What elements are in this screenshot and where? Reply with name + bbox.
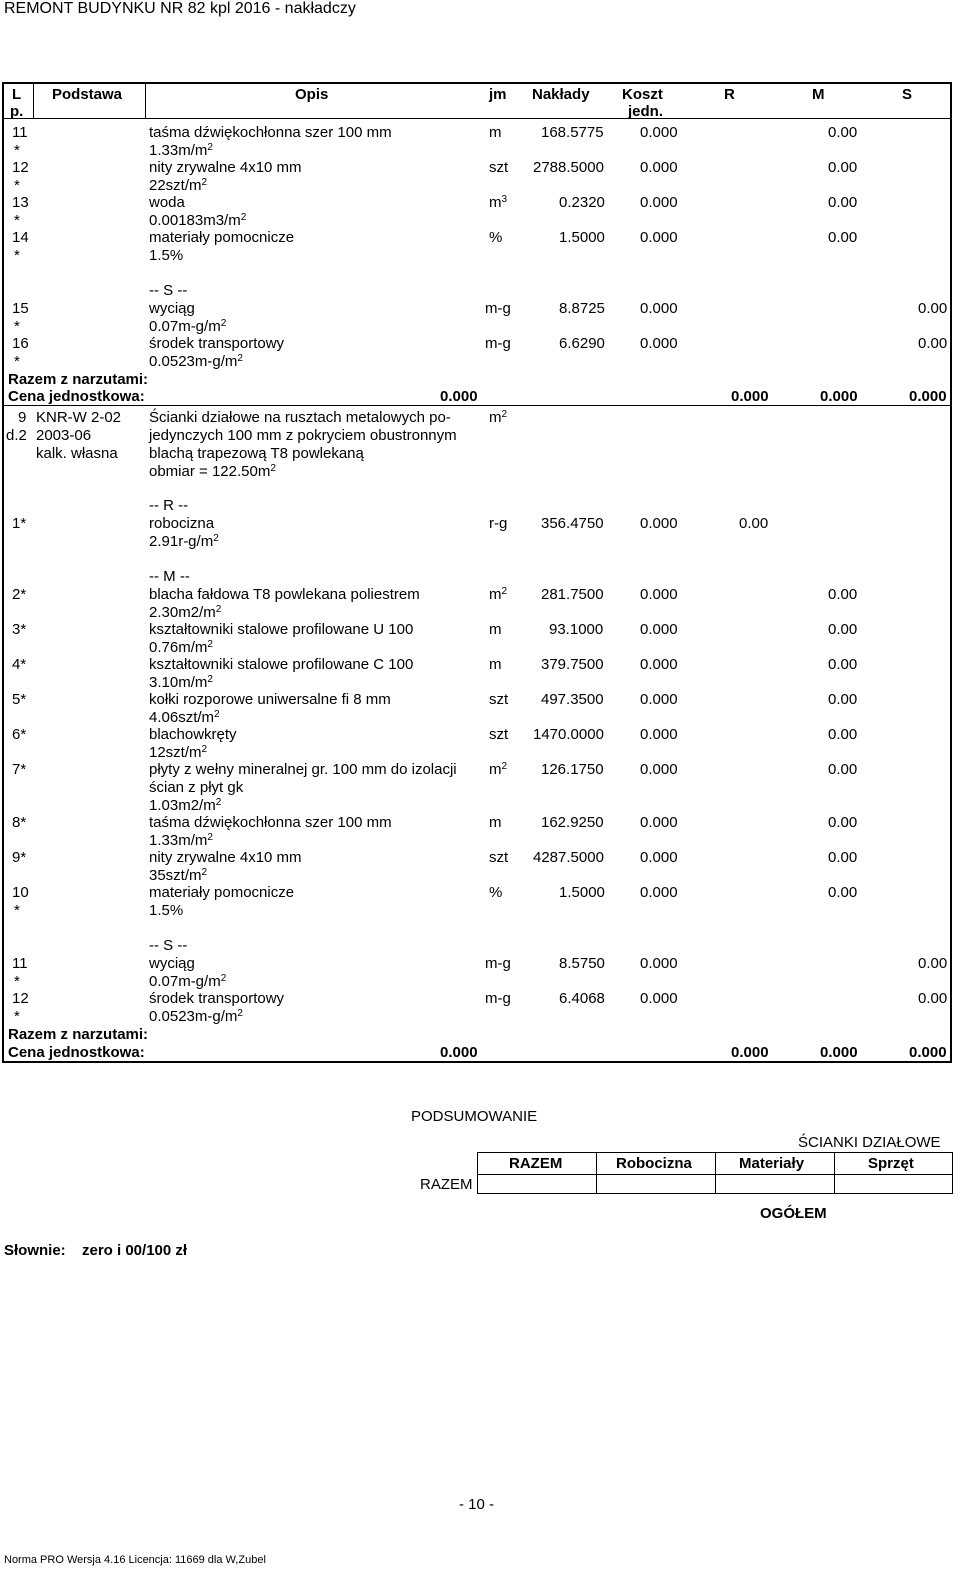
row-jm: szt xyxy=(489,849,509,866)
row-value-m: 0.00 xyxy=(828,726,858,743)
row-norm: $2.30m2/m^2$ xyxy=(149,604,222,621)
row-lp: 11 xyxy=(12,955,28,972)
row-value-m: 0.00 xyxy=(828,194,858,211)
razem-label: Razem z narzutami: xyxy=(8,1026,149,1043)
row-jm: m xyxy=(489,124,502,141)
cena-total: 0.000 xyxy=(440,388,478,405)
page-number: - 10 - xyxy=(459,1496,495,1513)
row-jm: m xyxy=(489,621,502,638)
row-naklady: 1.5000 xyxy=(559,884,605,901)
row-value-m: 0.00 xyxy=(828,814,858,831)
row-value-r: 0.00 xyxy=(739,515,769,532)
row-lp: 14 xyxy=(12,229,29,246)
cena-m: 0.000 xyxy=(820,388,858,405)
summary-left-line xyxy=(477,1152,478,1194)
row-desc: płyty z wełny mineralnej gr. 100 mm do izolacji xyxy=(149,761,457,778)
row-norm: $0.0523m-g/m^2$ xyxy=(149,353,243,370)
row-jm: m-g xyxy=(485,990,511,1007)
row-norm: $4.06szt/m^2$ xyxy=(149,709,220,726)
row-naklady: 379.7500 xyxy=(541,656,604,673)
row-koszt: 0.000 xyxy=(640,990,678,1007)
row-jm: szt xyxy=(489,691,509,708)
row-desc: materiały pomocnicze xyxy=(149,229,295,246)
row-jm: $m^3$ xyxy=(489,194,508,211)
cena-label: Cena jednostkowa: xyxy=(8,388,145,405)
row-naklady: 93.1000 xyxy=(549,621,604,638)
cena-total: 0.000 xyxy=(440,1044,478,1061)
row-koszt: 0.000 xyxy=(640,621,678,638)
row-desc: materiały pomocnicze xyxy=(149,884,295,901)
row-norm: $1.03m2/m^2$ xyxy=(149,797,222,814)
row-naklady: 8.8725 xyxy=(559,300,605,317)
cena-m: 0.000 xyxy=(820,1044,858,1061)
section-label-s: -- S -- xyxy=(149,282,188,299)
row-lp: 9* xyxy=(12,849,27,866)
row-naklady: 281.7500 xyxy=(541,586,604,603)
row-koszt: 0.000 xyxy=(640,229,678,246)
position-desc-2: jedynczych 100 mm z pokryciem obustronnym xyxy=(149,427,457,444)
row-value-m: 0.00 xyxy=(828,849,858,866)
position-podstawa-1: KNR-W 2-02 xyxy=(36,409,122,426)
row-norm: $12szt/m^2$ xyxy=(149,744,208,761)
table-right-border xyxy=(950,82,952,1063)
row-norm: $0.07m-g/m^2$ xyxy=(149,318,227,335)
row-norm: $1.33m/m^2$ xyxy=(149,832,213,849)
row-desc: taśma dźwiękochłonna szer 100 mm xyxy=(149,814,392,831)
col-sep-lp xyxy=(33,84,34,119)
row-jm: $m^2$ xyxy=(489,761,508,778)
row-koszt: 0.000 xyxy=(640,656,678,673)
row-jm: m-g xyxy=(485,955,511,972)
header-jedn: jedn. xyxy=(628,103,664,120)
summary-sep-3 xyxy=(834,1152,835,1194)
row-desc: blacha fałdowa T8 powlekana poliestrem xyxy=(149,586,420,603)
row-koszt: 0.000 xyxy=(640,586,678,603)
row-star: * xyxy=(14,318,20,335)
row-value-s: 0.00 xyxy=(918,990,948,1007)
row-jm: r-g xyxy=(489,515,508,532)
row-desc: środek transportowy xyxy=(149,990,285,1007)
row-desc: kształtowniki stalowe profilowane C 100 xyxy=(149,656,414,673)
summary-sep-1 xyxy=(596,1152,597,1194)
header-podstawa: Podstawa xyxy=(52,86,123,103)
row-koszt: 0.000 xyxy=(640,814,678,831)
table-bottom-border xyxy=(2,1061,952,1063)
row-naklady: 126.1750 xyxy=(541,761,604,778)
row-koszt: 0.000 xyxy=(640,955,678,972)
row-lp: 11 xyxy=(12,124,28,141)
row-koszt: 0.000 xyxy=(640,300,678,317)
row-lp: 5* xyxy=(12,691,27,708)
row-naklady: 4287.5000 xyxy=(533,849,604,866)
summary-col-razem: RAZEM xyxy=(509,1155,563,1172)
summary-col-materialy: Materiały xyxy=(739,1155,805,1172)
row-value-m: 0.00 xyxy=(828,124,858,141)
row-desc: woda xyxy=(149,194,185,211)
row-koszt: 0.000 xyxy=(640,194,678,211)
row-jm: m-g xyxy=(485,335,511,352)
header-lp-1: L xyxy=(12,86,22,103)
row-koszt: 0.000 xyxy=(640,335,678,352)
razem-label: Razem z narzutami: xyxy=(8,371,149,388)
row-desc: taśma dźwiękochłonna szer 100 mm xyxy=(149,124,392,141)
row-jm: m-g xyxy=(485,300,511,317)
row-lp: 6* xyxy=(12,726,27,743)
row-star: * xyxy=(14,142,20,159)
header-s: S xyxy=(902,86,913,103)
header-lp-2: p. xyxy=(10,103,24,120)
row-norm: $1.33m/m^2$ xyxy=(149,142,213,159)
cena-r: 0.000 xyxy=(731,1044,769,1061)
row-koszt: 0.000 xyxy=(640,884,678,901)
row-star: * xyxy=(14,902,20,919)
position-desc-1: Ścianki działowe na rusztach metalowych po- xyxy=(149,409,451,426)
row-koszt: 0.000 xyxy=(640,726,678,743)
row-lp: 15 xyxy=(12,300,29,317)
summary-col-robocizna: Robocizna xyxy=(616,1155,692,1172)
section-label-s: -- S -- xyxy=(149,937,188,954)
row-value-m: 0.00 xyxy=(828,229,858,246)
header-naklady: Nakłady xyxy=(532,86,590,103)
row-norm: 1.5% xyxy=(149,247,184,264)
row-value-m: 0.00 xyxy=(828,761,858,778)
row-lp: 12 xyxy=(12,159,29,176)
summary-col-sprzet: Sprzęt xyxy=(868,1155,914,1172)
row-norm: $0.0523m-g/m^2$ xyxy=(149,1008,243,1025)
cena-r: 0.000 xyxy=(731,388,769,405)
row-value-m: 0.00 xyxy=(828,621,858,638)
row-value-s: 0.00 xyxy=(918,955,948,972)
row-jm: m xyxy=(489,814,502,831)
row-lp: 12 xyxy=(12,990,29,1007)
row-jm: % xyxy=(489,884,503,901)
row-naklady: 1.5000 xyxy=(559,229,605,246)
row-jm: % xyxy=(489,229,503,246)
row-naklady: 497.3500 xyxy=(541,691,604,708)
row-norm: $2.91r-g/m^2$ xyxy=(149,533,219,550)
row-koszt: 0.000 xyxy=(640,849,678,866)
row-desc: wyciąg xyxy=(149,300,195,317)
header-opis: Opis xyxy=(295,86,329,103)
row-star: * xyxy=(14,353,20,370)
row-koszt: 0.000 xyxy=(640,124,678,141)
row-norm: $35szt/m^2$ xyxy=(149,867,208,884)
cena-s: 0.000 xyxy=(909,388,947,405)
slownie-label: Słownie: xyxy=(4,1242,66,1259)
row-value-m: 0.00 xyxy=(828,586,858,603)
row-desc: kołki rozporowe uniwersalne fi 8 mm xyxy=(149,691,391,708)
row-desc: robocizna xyxy=(149,515,215,532)
position-obmiar: obmiar = $122.50m^2$ xyxy=(149,463,276,480)
row-value-m: 0.00 xyxy=(828,691,858,708)
footer-license: Norma PRO Wersja 4.16 Licencja: 11669 dla W,Zubel xyxy=(4,1554,266,1566)
row-norm: $22szt/m^2$ xyxy=(149,177,208,194)
header-r: R xyxy=(724,86,735,103)
first-block-bottom-line xyxy=(4,405,952,406)
row-koszt: 0.000 xyxy=(640,691,678,708)
position-desc-3: blachą trapezową T8 powlekaną xyxy=(149,445,364,462)
row-jm: szt xyxy=(489,726,509,743)
header-m: M xyxy=(812,86,825,103)
row-star: * xyxy=(14,212,20,229)
row-naklady: 6.4068 xyxy=(559,990,605,1007)
cena-label: Cena jednostkowa: xyxy=(8,1044,145,1061)
document-title: REMONT BUDYNKU NR 82 kpl 2016 - nakładczy xyxy=(4,0,356,17)
row-jm: szt xyxy=(489,159,509,176)
row-value-s: 0.00 xyxy=(918,335,948,352)
row-desc: nity zrywalne 4x10 mm xyxy=(149,849,302,866)
summary-section: ŚCIANKI DZIAŁOWE xyxy=(798,1134,941,1151)
row-koszt: 0.000 xyxy=(640,159,678,176)
header-koszt: Koszt xyxy=(622,86,663,103)
row-lp: 10 xyxy=(12,884,29,901)
row-value-m: 0.00 xyxy=(828,884,858,901)
row-norm: $0.00183m3/m^2$ xyxy=(149,212,247,229)
table-left-border xyxy=(2,82,4,1063)
row-lp: 3* xyxy=(12,621,27,638)
summary-ogolem: OGÓŁEM xyxy=(760,1205,827,1222)
row-lp: 13 xyxy=(12,194,29,211)
slownie-value: zero i 00/100 zł xyxy=(82,1242,188,1259)
row-naklady: 168.5775 xyxy=(541,124,604,141)
summary-row-label: RAZEM xyxy=(420,1176,473,1193)
row-desc: środek transportowy xyxy=(149,335,285,352)
row-naklady: 8.5750 xyxy=(559,955,605,972)
row-naklady: 6.6290 xyxy=(559,335,605,352)
row-naklady: 162.9250 xyxy=(541,814,604,831)
row-koszt: 0.000 xyxy=(640,515,678,532)
row-naklady: 1470.0000 xyxy=(533,726,604,743)
row-value-m: 0.00 xyxy=(828,656,858,673)
row-naklady: 0.2320 xyxy=(559,194,605,211)
summary-right-line xyxy=(952,1152,953,1194)
row-jm: $m^2$ xyxy=(489,586,508,603)
row-norm: $0.76m/m^2$ xyxy=(149,639,213,656)
row-star: * xyxy=(14,247,20,264)
position-lp-sub: d.2 xyxy=(6,427,27,444)
row-lp: 16 xyxy=(12,335,29,352)
row-lp: 8* xyxy=(12,814,27,831)
row-lp: 1* xyxy=(12,515,27,532)
summary-sep-2 xyxy=(715,1152,716,1194)
row-koszt: 0.000 xyxy=(640,761,678,778)
row-desc-2: ścian z płyt gk xyxy=(149,779,244,796)
row-star: * xyxy=(14,1008,20,1025)
section-label-m: -- M -- xyxy=(149,568,190,585)
row-naklady: 2788.5000 xyxy=(533,159,604,176)
row-jm: m xyxy=(489,656,502,673)
position-lp: 9 xyxy=(18,409,27,426)
row-desc: kształtowniki stalowe profilowane U 100 xyxy=(149,621,414,638)
row-lp: 7* xyxy=(12,761,27,778)
row-value-m: 0.00 xyxy=(828,159,858,176)
row-norm: 1.5% xyxy=(149,902,184,919)
cena-s: 0.000 xyxy=(909,1044,947,1061)
row-desc: wyciąg xyxy=(149,955,195,972)
row-star: * xyxy=(14,973,20,990)
col-sep-podstawa xyxy=(145,84,146,119)
header-jm: jm xyxy=(489,86,507,103)
row-norm: $3.10m/m^2$ xyxy=(149,674,213,691)
row-value-s: 0.00 xyxy=(918,300,948,317)
header-bottom-line xyxy=(4,118,952,119)
row-desc: blachowkręty xyxy=(149,726,237,743)
position-jm: $m^2$ xyxy=(489,409,508,426)
summary-title: PODSUMOWANIE xyxy=(411,1108,538,1125)
position-podstawa-2: 2003-06 xyxy=(36,427,92,444)
row-star: * xyxy=(14,177,20,194)
row-lp: 2* xyxy=(12,586,27,603)
section-label-r: -- R -- xyxy=(149,497,189,514)
row-norm: $0.07m-g/m^2$ xyxy=(149,973,227,990)
row-desc: nity zrywalne 4x10 mm xyxy=(149,159,302,176)
position-podstawa-3: kalk. własna xyxy=(36,445,118,462)
row-naklady: 356.4750 xyxy=(541,515,604,532)
row-lp: 4* xyxy=(12,656,27,673)
